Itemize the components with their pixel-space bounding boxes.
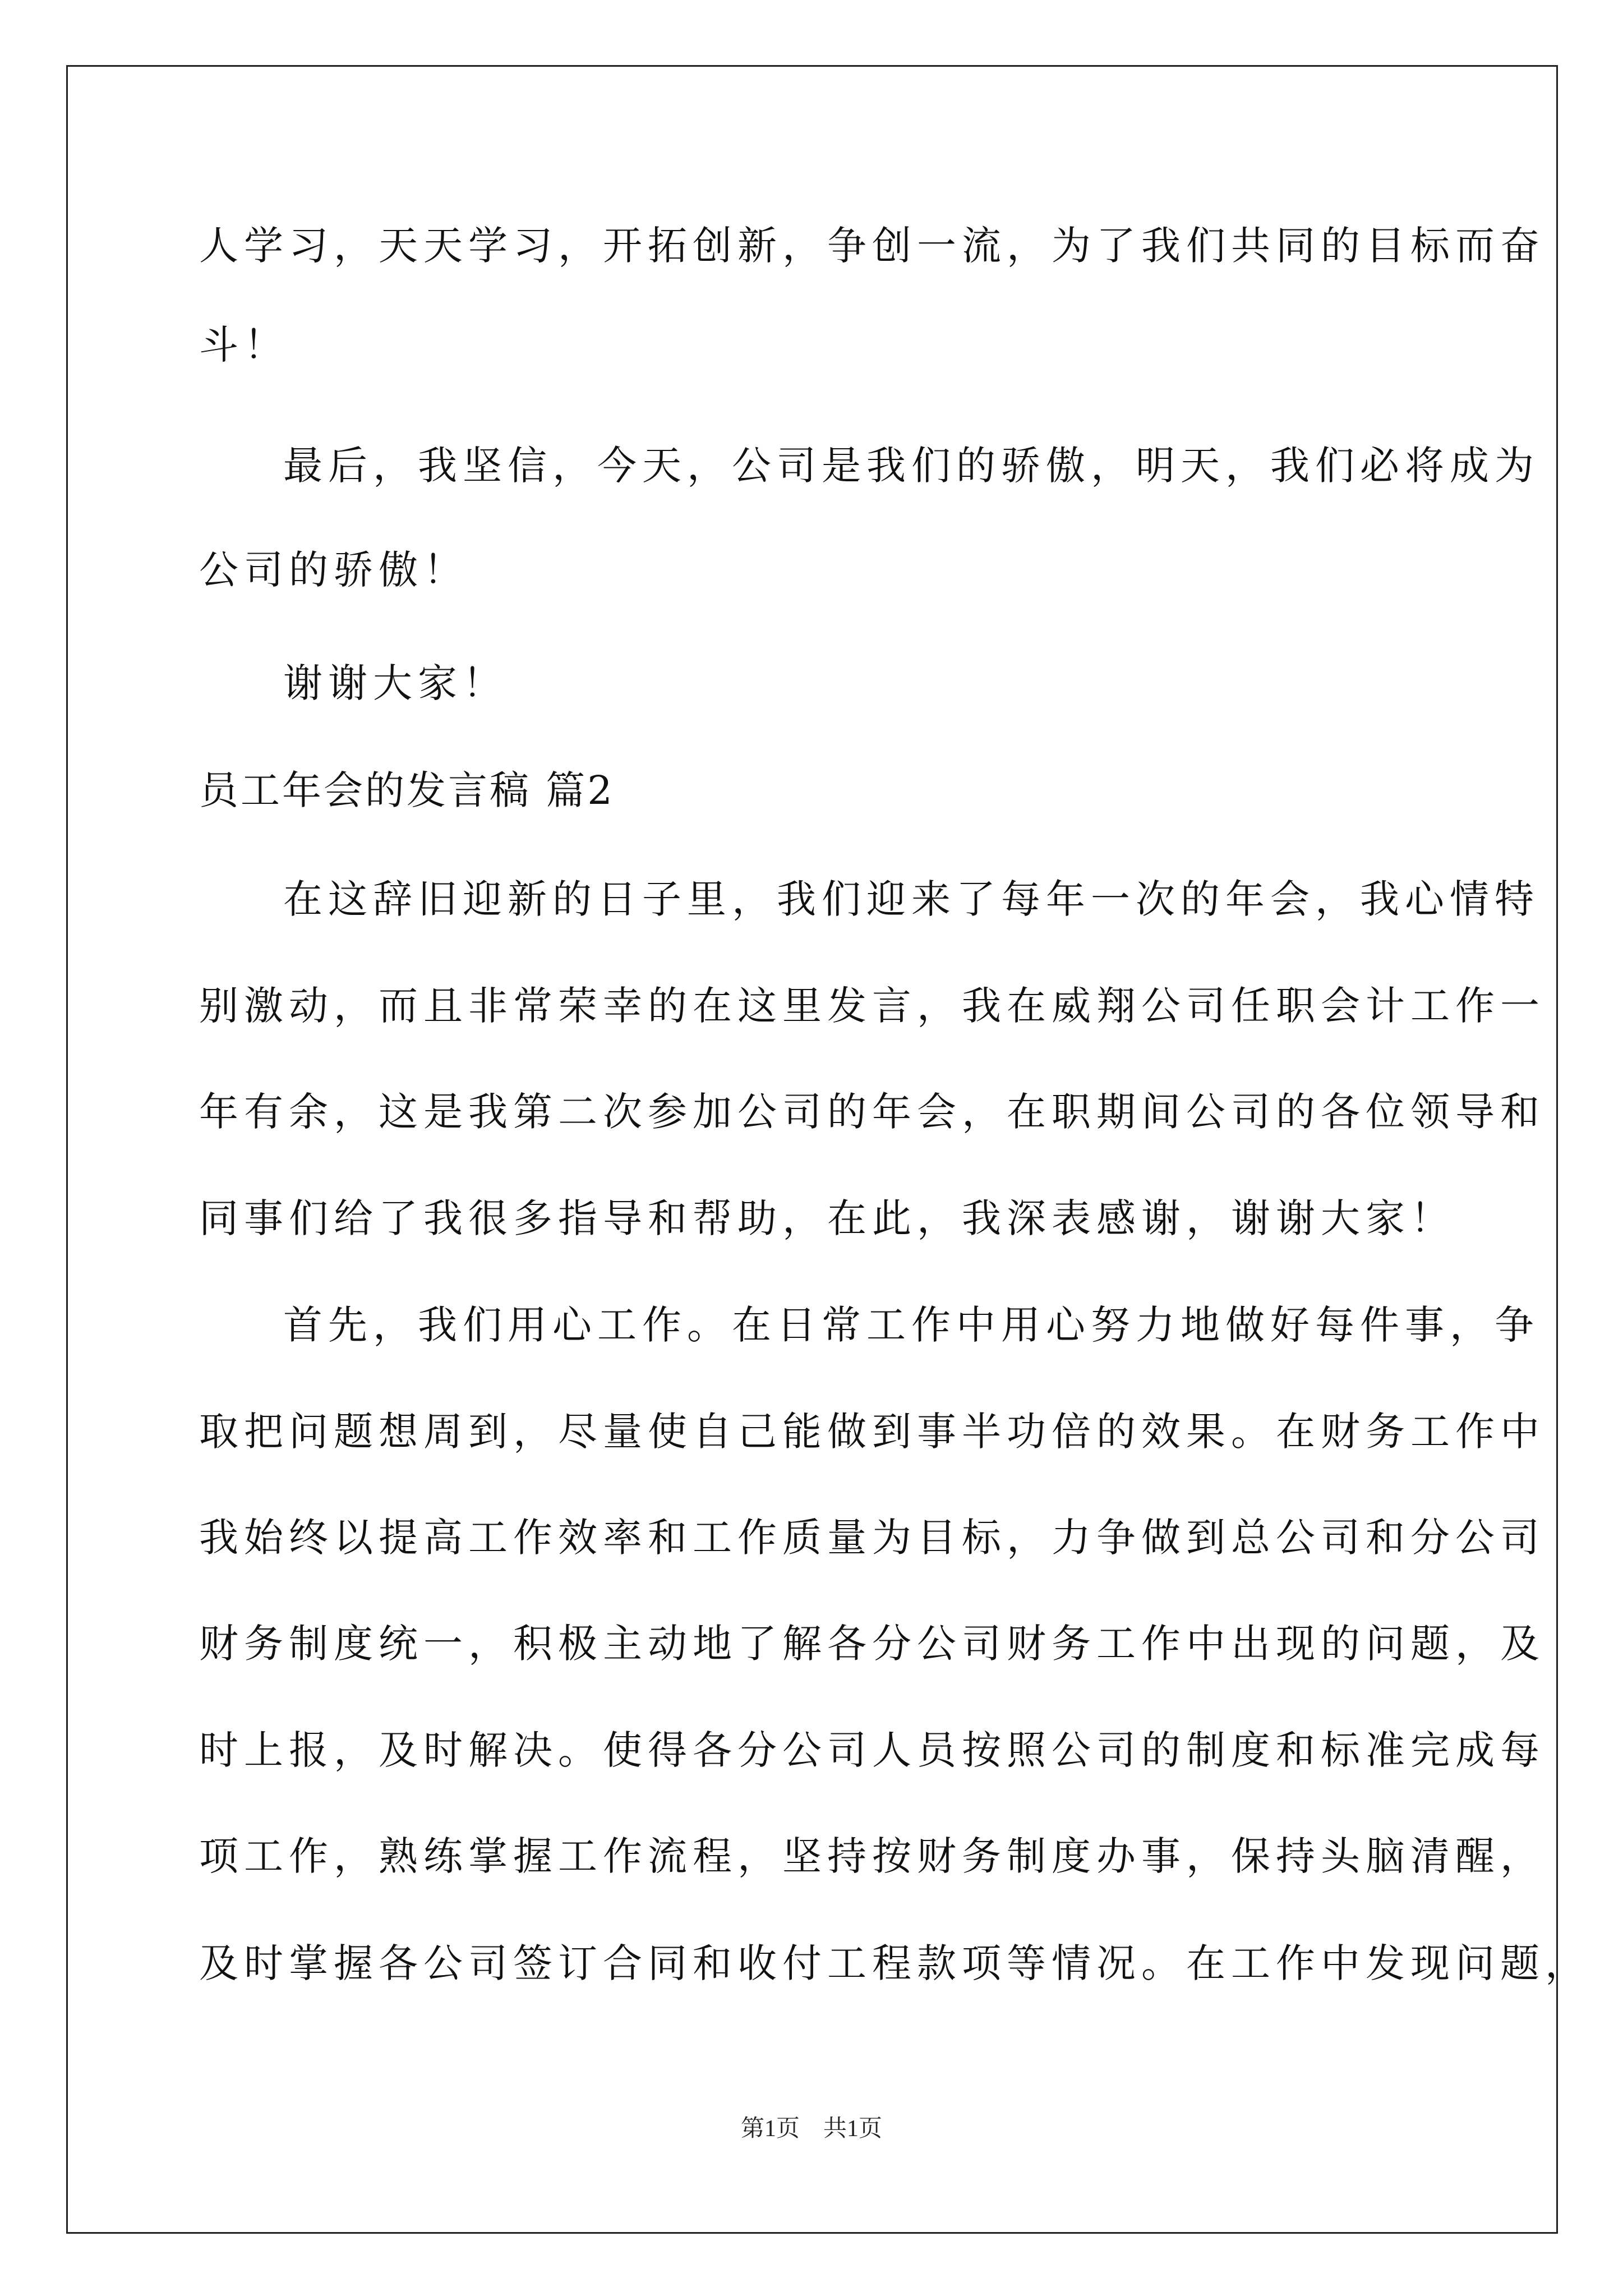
body-line-4: 公司的骄傲！ xyxy=(199,547,468,593)
body-line-17: 及时掌握各公司签订合同和收付工程款项等情况。在工作中发现问题， xyxy=(199,1940,1590,1986)
body-line-11: 首先，我们用心工作。在日常工作中用心努力地做好每件事，争 xyxy=(283,1302,1539,1348)
body-line-16: 项工作，熟练掌握工作流程，坚持按财务制度办事，保持头脑清醒， xyxy=(199,1833,1545,1879)
body-line-12: 取把问题想周到，尽量使自己能做到事半功倍的效果。在财务工作中 xyxy=(199,1409,1545,1455)
body-line-1: 人学习，天天学习，开拓创新，争创一流，为了我们共同的目标而奋 xyxy=(199,223,1545,269)
body-line-8: 别激动，而且非常荣幸的在这里发言，我在威翔公司任职会计工作一 xyxy=(199,983,1545,1029)
body-line-15: 时上报，及时解决。使得各分公司人员按照公司的制度和标准完成每 xyxy=(199,1727,1545,1773)
body-line-3: 最后，我坚信，今天，公司是我们的骄傲，明天，我们必将成为 xyxy=(283,443,1539,489)
body-line-5: 谢谢大家！ xyxy=(283,660,508,706)
page-footer: 第1页 共1页 xyxy=(740,2116,882,2142)
body-line-14: 财务制度统一，积极主动地了解各分公司财务工作中出现的问题，及 xyxy=(199,1621,1545,1667)
section-heading: 员工年会的发言稿 篇2 xyxy=(199,767,615,813)
body-line-7: 在这辞旧迎新的日子里，我们迎来了每年一次的年会，我心情特 xyxy=(283,876,1539,922)
body-line-13: 我始终以提高工作效率和工作质量为目标，力争做到总公司和分公司 xyxy=(199,1515,1545,1561)
body-line-10: 同事们给了我很多指导和帮助，在此，我深表感谢，谢谢大家！ xyxy=(199,1195,1455,1241)
page-border xyxy=(66,65,1558,2234)
body-line-2: 斗！ xyxy=(199,322,289,368)
body-line-9: 年有余，这是我第二次参加公司的年会，在职期间公司的各位领导和 xyxy=(199,1089,1545,1135)
